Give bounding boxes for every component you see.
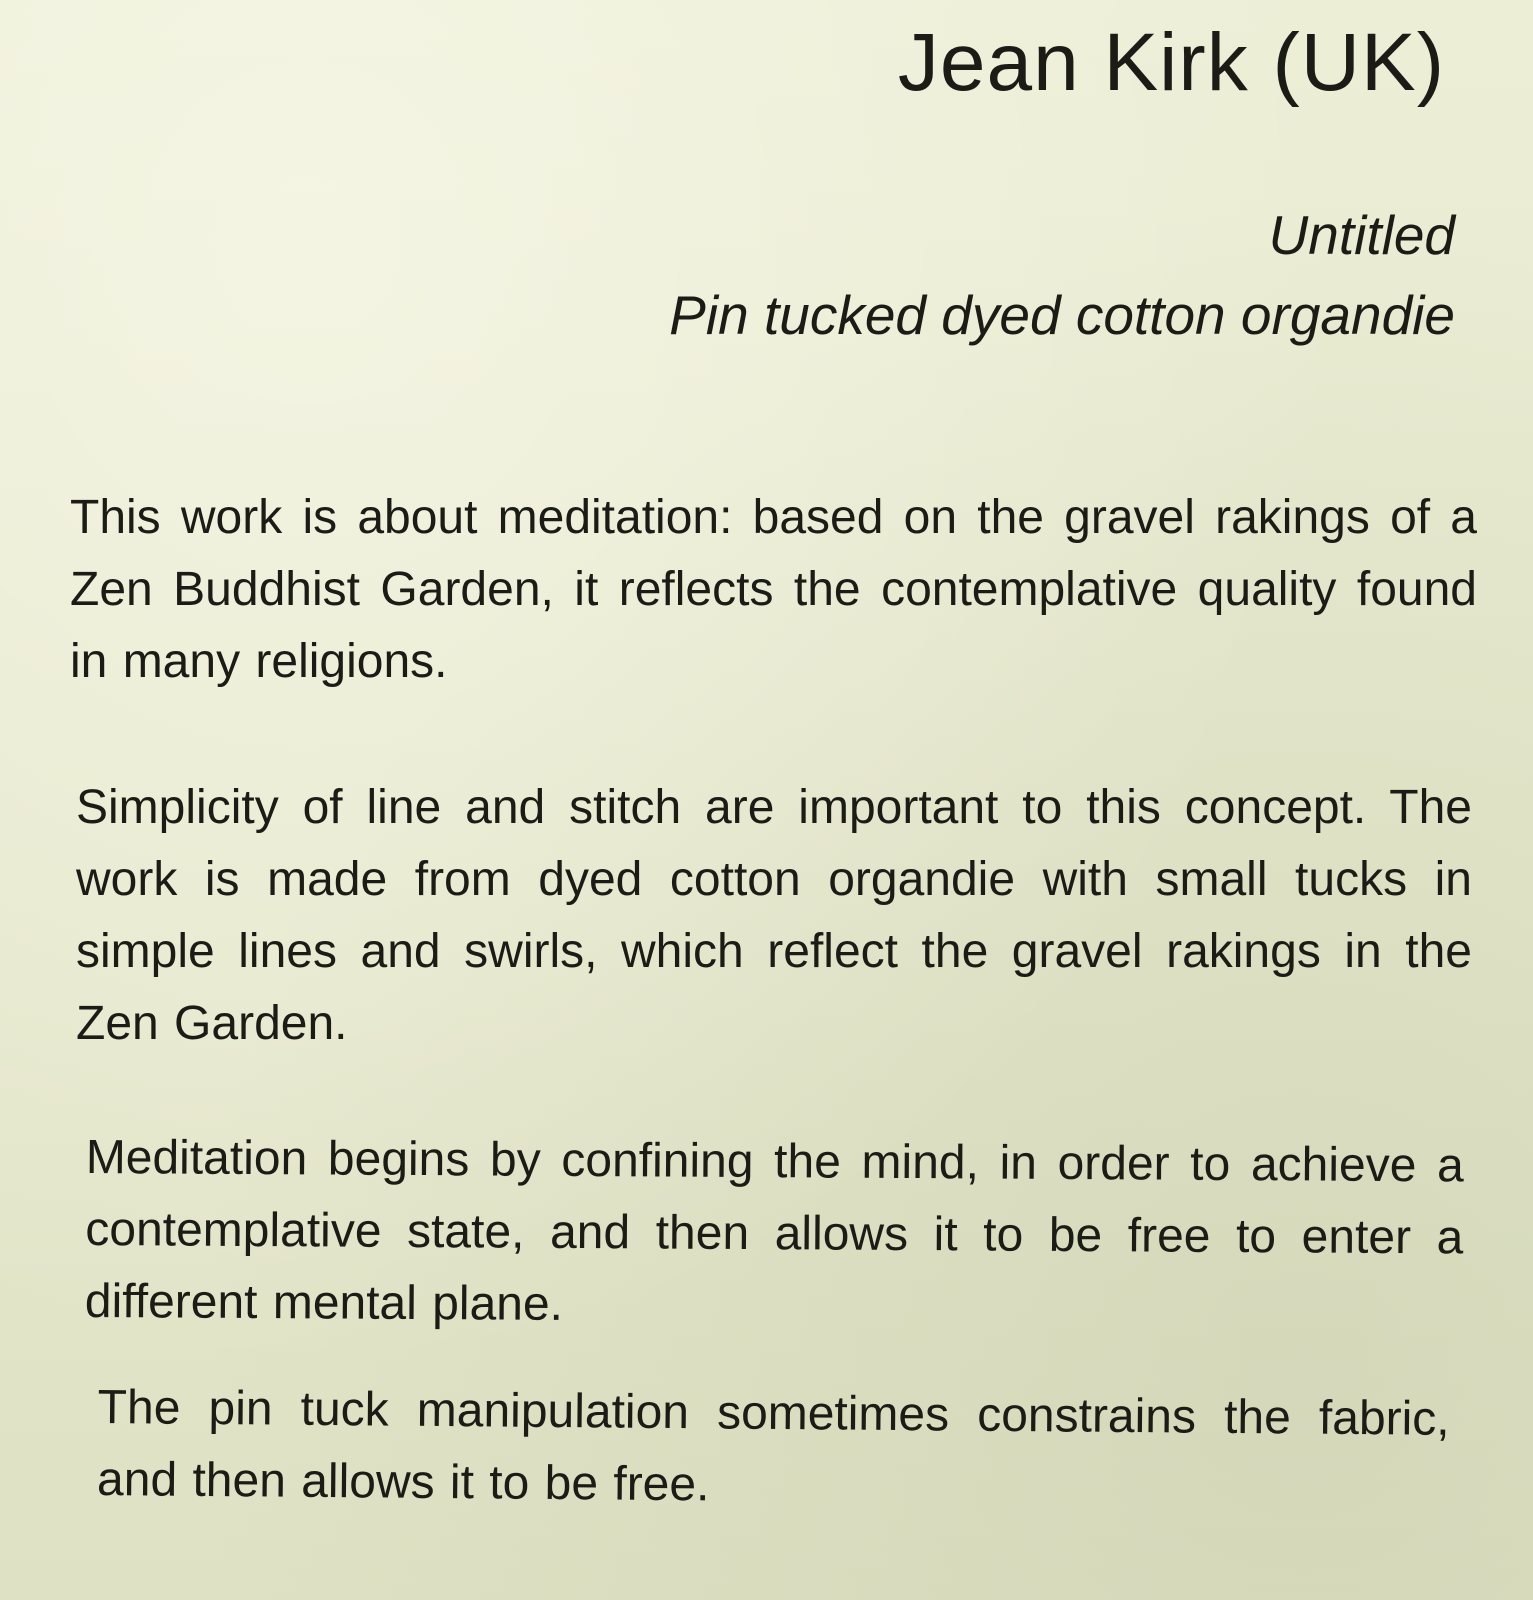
artist-name: Jean Kirk (UK) bbox=[897, 17, 1445, 108]
description-paragraph-1: This work is about meditation: based on the gravel rakings of a Zen Buddhist Garden, it reflects the contemplative quality found in many religions. bbox=[70, 491, 1477, 688]
artwork-medium: Pin tucked dyed cotton organdie bbox=[669, 284, 1455, 346]
description-paragraph-4: The pin tuck manipulation sometimes constrains the fabric, and then allows it to be free. bbox=[96, 1380, 1450, 1512]
description-paragraph-3: Meditation begins by confining the mind, in order to achieve a contemplative state, and then allows it to be free to enter a different mental plane. bbox=[84, 1130, 1464, 1331]
description-paragraph-2: Simplicity of line and stitch are important to this concept. The work is made from dyed cotton organdie with small tucks in simple lines and swirls, which reflect the gravel rakings in the Zen Garden. bbox=[76, 781, 1472, 1050]
artwork-title: Untitled bbox=[1268, 204, 1455, 266]
